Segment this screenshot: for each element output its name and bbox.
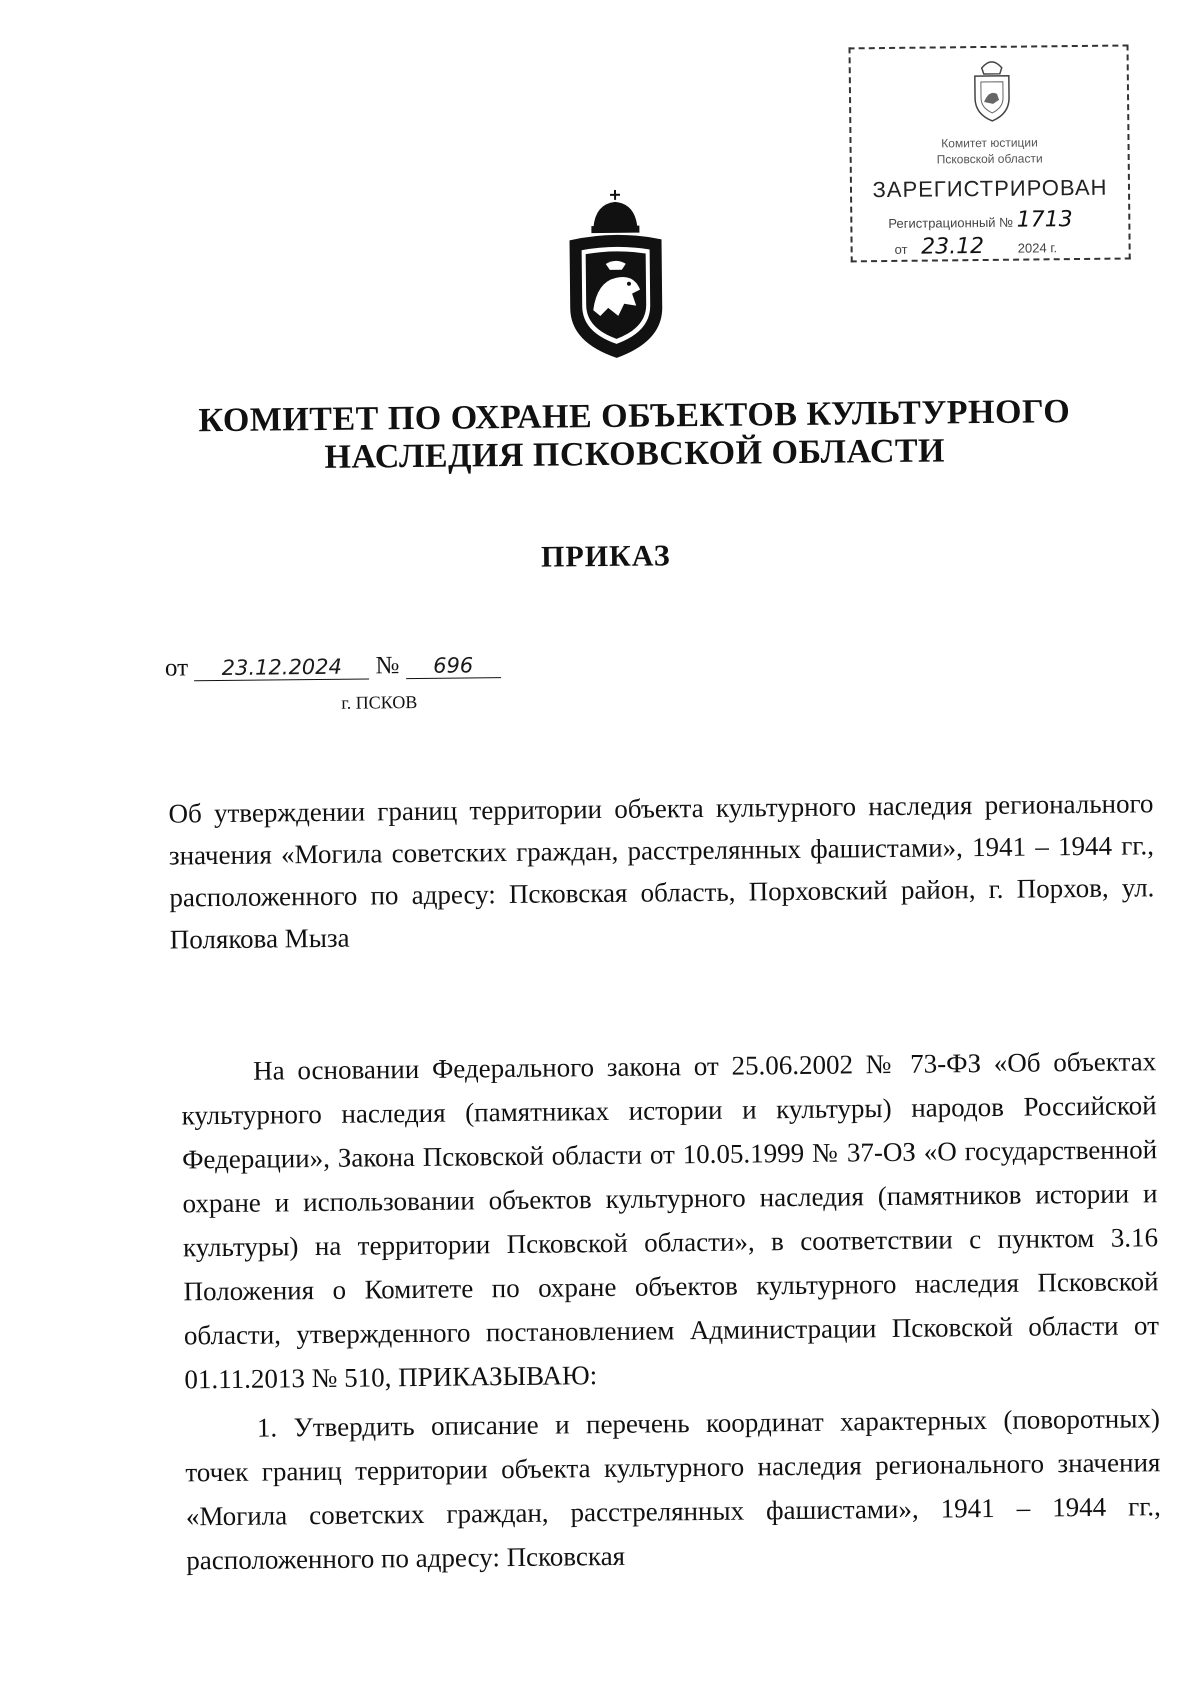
order-date-line xyxy=(165,651,501,683)
order-subject: Об утверждении границ территории объекта культурного наследия регионального значения «Могила советских граждан, расстрелянных фашистами», 1941 – 1944 гг., расположенного по адресу: Псковская область, Порховский район, г. Порхов, ул. Полякова Мыза xyxy=(168,782,1155,960)
order-number-label: № xyxy=(375,652,399,679)
body-paragraph-2: 1. Утвердить описание и перечень координат характерных (поворотных) точек границ территории объекта культурного наследия регионального значения «Могила советских граждан, расстрелянных фашистами», 1941 – 1944 гг., расположенного по адресу: Псковская xyxy=(185,1396,1162,1582)
stamp-reg-number-row xyxy=(888,207,1073,234)
coat-of-arms-icon xyxy=(565,189,667,362)
order-date: 23.12.2024 xyxy=(194,654,369,681)
order-date-prefix: от xyxy=(165,654,188,681)
stamp-date-year-label: г. xyxy=(1050,240,1057,255)
stamp-registered-label: ЗАРЕГИСТРИРОВАН xyxy=(852,174,1128,203)
stamp-reg-number: 1713 xyxy=(1017,207,1073,233)
org-title-line2: НАСЛЕДИЯ ПСКОВСКОЙ ОБЛАСТИ xyxy=(185,431,1085,478)
stamp-date-year: 2024 xyxy=(1018,240,1047,255)
stamp-reg-number-label: Регистрационный № xyxy=(888,215,1013,231)
stamp-authority-line2: Псковской области xyxy=(852,150,1128,167)
stamp-authority-line1: Комитет юстиции xyxy=(851,134,1127,151)
stamp-emblem-icon xyxy=(969,54,1016,124)
order-number: 696 xyxy=(406,653,501,679)
stamp-date-prefix: от xyxy=(895,242,908,257)
stamp-date-row xyxy=(894,233,1057,260)
org-title-line1: КОМИТЕТ ПО ОХРАНЕ ОБЪЕКТОВ КУЛЬТУРНОГО xyxy=(184,393,1084,440)
document-type-title: ПРИКАЗ xyxy=(6,534,1200,581)
stamp-date-day-month: 23.12 xyxy=(921,234,984,260)
order-city: г. ПСКОВ xyxy=(341,692,417,714)
registration-stamp xyxy=(849,44,1131,262)
body-paragraph-1: На основании Федерального закона от 25.06.2002 № 73-ФЗ «Об объектах культурного наследия (памятниках истории и культуры) народов Российской Федерации», Закона Псковской области от 10.05.1999 № 37-ОЗ «О государственной охране и использовании объектов культурного наследия (памятников истории и культуры) на территории Псковской области», в соответствии с пунктом 3.16 Положения о Комитете по охране объектов культурного наследия Псковской области, утвержденного постановлением Администрации Псковской области от 01.11.2013 № 510, ПРИКАЗЫВАЮ: xyxy=(181,1039,1160,1401)
